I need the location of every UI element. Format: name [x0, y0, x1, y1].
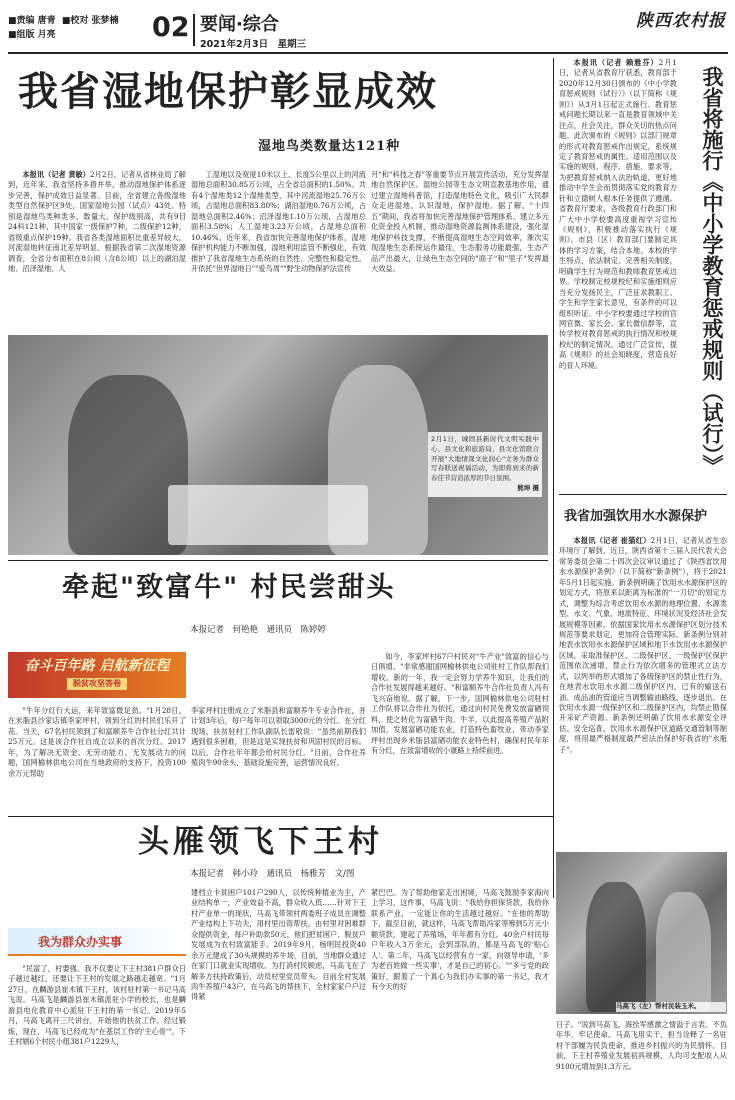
- water-top-rule: [559, 494, 727, 495]
- geese-photo: [556, 852, 727, 1014]
- page-number: 02: [152, 12, 190, 43]
- geese-text-1: "民富了，村要强。我不仅要让下王村381户群众日子越过越红，还要让下王村的发展之路越走越宽。"1月27日，在麟游县崔木镇下王村，该村驻村第一书记马高飞说。马高飞是麟游县崔木镇派驻小学的校长，也是麟游县电化教育中心派驻下王村的第一书记。2019年5月，马高飞离开三尺讲台，开始他的扶贫工作。经过锻炼，现在，马高飞已经成为"在基层工作的'主心骨'"。下王村辖6个村民小组381户1229人，: [8, 964, 186, 1047]
- school-text: 2月1日，记者从省教育厅获悉，教育部于2020年12月30日颁布的《中小学教育惩戒规则（试行）》（以下简称《规则》）从3月1日起正式施行。教育惩戒问题长期以来一直是教育领域中关注点，社会关注，群众关切的热点问题。此次颁布的《规则》以部门规章的形式对教育惩戒作出规定，系统规定了教育惩戒的属性、适用范围以及实施的规则、程序、措施、要求等，为把教育惩戒纳入法治轨道，更好地推动中学生会而贯彻落实党的教育方针和立德树人根本任务提供了遵循。省教育厅要求，各级教育行政部门和广大中小学校要高度重视学习宣传《规则》，积极推动落实执行《规则》。市县（区）教育部门要制定具体的学习方案，结合本地、本校的学生特点，依法制定、完善相关制度，明确学生行为规范和教师教育惩戒边界。学校制定校规校纪和实施细则应当充分发扬民主，广泛征求教职工、学生和学生家长意见，有条件的可以组织听证。中小学校要通过学校的官网官微、家长会、家长微信群等，宣传学校对教育惩戒的执行情况和校规校纪的制定情况，通过广泛宣传，提高《规则》的社会知晓度，营造良好的育人环境。: [559, 58, 677, 370]
- water-text: 2月1日，记者从省生态环境厅了解到，近日，陕西省第十三届人民代表大会常务委员会第二十四次会议审议通过了《陕西省饮用水水源保护条例》（以下简称"新条例"），将于2021年5月1日起实施。新条例明确了饮用水水源保护区的划定方式，将原来以距离为标准的"一刀切"的划定方式，调整为综合考虑饮用水水源的地理位置、水源类型、水文、气象、地质特征、环境状况及经济社会发展规模等因素，依据国家饮用水水源保护区划分技术规范等要求划定，更加符合管理实际。新条例分别对地表水饮用水水源保护区域和地下水饮用水水源保护区域，采取准保护区、二级保护区、一级保护区保护范围依次递增，禁止行为依次增多的管理式立法方式，以列举的形式增加了各级保护区的禁止性行为，在地表水饮用水水源二级保护区内，已有的输送石油、成品油的管道应当调整输油路线，逐步退出。在饮用水水源一级保护区和二级保护区内，均禁止勘探开采矿产资源。新条例还明确了饮用水水源安全评估、安全巡查、饮用水水源保护区道路交通管制等制度，将用最严格制度最严密法治保护好我省的"水瓶子"。: [559, 536, 727, 754]
- calligraphy-credit: 熊坤 摄: [517, 483, 539, 492]
- geese-banner-text: 我为群众办实事: [38, 935, 123, 949]
- water-headline: 我省加强饮用水水源保护: [564, 509, 708, 524]
- cattle-banner: [8, 652, 186, 698]
- right-column-divider: [553, 58, 554, 898]
- cattle-byline: 本报记者 何艳艳 通讯员 陈婷婷: [190, 625, 327, 635]
- water-text-column: [559, 536, 727, 848]
- cattle-column-2: [191, 706, 366, 812]
- cattle-top-rule: [8, 560, 548, 561]
- calligraphy-caption: 2月1日，城固县新时代文明实践中心、县文化和旅游局、县文化馆联合开展"大地情深文化润心"文务为群众写春联送祝福活动，为即将到来的新春佳节营造浓厚的节日氛围。: [431, 435, 539, 482]
- calligraphy-caption-box: [428, 432, 542, 497]
- wetland-subhead: 湿地鸟类数量达121种: [258, 139, 401, 154]
- masthead-divider: [193, 14, 195, 46]
- school-vertical-headline: 我省将施行《中小学教育惩戒规则（试行）》: [700, 66, 724, 476]
- school-byline: 本报讯（记者 赖雅芬）: [573, 58, 659, 67]
- cattle-text-3: 如今，李家坪村67户村民对"牛产业"致富的信心与日俱增。"非常感谢国网榆林供电公司驻村工作队帮我们增收。新的一年，我一定会努力学养牛知识，让我们的合作社发展得越来越好。"和富顺养牛合作社负责人冯有飞兴奋地说。据了解，下一步，国网榆林供电公司驻村工作队将以合作社为依托，通过向村民免费发放富硒饲料，使之转化为富硒牛肉、牛羊，以此提高养殖产品附加值，发展富硒功能农业，打造特色畜牧业，带动李家坪村出现乡米脂县富硒功能农业特色村，确保村民年年有分红，在致富增收的小康路上持续前进。: [371, 652, 549, 755]
- cattle-banner-main: 奋斗百年路 启航新征程: [24, 658, 170, 674]
- editor-credit: ■责编 唐青: [8, 16, 56, 26]
- paper-logo: 陕西农村报: [636, 11, 726, 31]
- wetland-column-1: [8, 170, 186, 332]
- geese-top-rule: [8, 816, 553, 817]
- wetland-text-3: 月"和"科技之春"等重要节点开展宣传活动，充分发挥湿地自然保护区、湿地公园等生态文明宣教基地作用，通过建立湿地科普馆，打造湿地特色文化，吸引广大民群众走进湿地，认识湿地，保护湿地。据了解，"十四五"期间，我省将加快完善湿地保护管理体系，建立多元化资金投入机制，推动湿地资源监测体系建设，强化湿地保护科技支撑，不断提高湿地生态空间效率，渐次实现湿地生态系统运作最佳，生态服务功能最强，生态产品产出最大，让绿色生态空间的"面子"和"里子"发挥最大效益。: [371, 170, 549, 273]
- geese-photo-caption: 马高飞（左）帮村民装玉米。: [616, 1002, 726, 1012]
- cattle-text-2: 李家坪村注册成立了米脂县和富顺养牛专业合作社，并计划3年后，每户每年可以领取3000元的分红。在分红现场，扶贫驻村工作队副队长雷敬说："虽然前期我们遇到很多困难，但是这是实现扶贫和巩固村民的目标。以后，合作社年年都会给村民分红。"目前，合作社养殖肉牛90余头，基础设施完善，运营情况良好。: [191, 706, 366, 768]
- cattle-headline: 牵起"致富牛" 村民尝甜头: [62, 572, 396, 603]
- editor-credits: [8, 14, 148, 43]
- geese-photo-figure-1: [586, 882, 646, 1012]
- cattle-banner-sub: 脱贫攻坚答卷: [67, 678, 127, 690]
- cattle-text-1: "牛年分红行大运，来年致富微足劲。"1月28日，在米脂县沙家店镇李家坪村，领到分红的村民们乐开了花。当天，67名村民领到了和富顺养牛合作社分红共计25万元。这是该合作社自成立以来的首次分红。2017年，为了解决无资金、无劳动能力、无发展动力的问题，国网榆林供电公司在当地政府的支持下，投资100余万元帮助: [8, 706, 186, 778]
- wetland-byline: 本报讯（记者 黄敏）: [22, 170, 91, 179]
- geese-photo-figure-2: [656, 892, 711, 1012]
- geese-text-3: 紧巴巴。为了帮助他家走出困境，马高飞鼓励李家海向上学习，这件事，马高飞说："我给你担保贷款，我给你联系产业，一定能让你的生活越过越好。"在他的帮助下，截至目前，就这样，马高飞帮助冯家等筹到5万元小额贷款，建起了养殖场，年年都有分红。40余户村民每户年收入3万余元，会到部队的，都是马高飞的'贴心人'。第二年，马高飞以经营有方一家，向领导申请，'多为老百姓做一些实事'，才是自己的初心。""多亏党的政策好，跟着了一个真心为我们办实事的第一书记，我才有今天的好: [371, 888, 549, 991]
- cattle-column-3: [371, 652, 549, 812]
- geese-column-2: [191, 888, 366, 1096]
- wetland-column-3: [371, 170, 549, 332]
- geese-column-4: [556, 1020, 727, 1096]
- geese-column-1: [8, 964, 186, 1096]
- geese-text-4: 日子。"说到马高飞，海拴军感激之情溢于言表。不负年华，牢记使命。马高飞用实干、担当诠释了一名驻村干部履为民负使命，推进乡村振兴的为民情怀。目前，下王村养殖业发展初具规模，人均可支配收入从9100元增加到1.3万元。: [556, 1020, 727, 1071]
- geese-headline: 头雁领飞下王村: [138, 824, 383, 860]
- masthead-rule: [8, 52, 728, 54]
- issue-date: 2021年2月3日 星期三: [200, 39, 307, 50]
- section-title: 要闻·综合: [200, 14, 279, 35]
- water-byline: 本报讯（记者 崔猫红）: [573, 536, 651, 545]
- geese-banner: [8, 928, 186, 956]
- layout-credit: ■组版 月亮: [8, 30, 56, 41]
- wetland-headline: 我省湿地保护彰显成效: [18, 69, 438, 115]
- geese-byline: 本报记者 韩小玲 通讯员 杨雅芳 文/图: [190, 869, 355, 879]
- proofreader-credit: ■校对 张梦楠: [61, 16, 119, 26]
- wetland-text-1: 2月2日，记者从省林业局了解到，近年来，我省坚持多措并举，推动湿地保护体系逐步完善，保护成效日益显著。目前，全省建立各级湿地类型自然保护区9处，国家湿地公园（试点）43处。特别是湿地鸟类种类多，数量大，保护级别高，共有9目24科121种，其中国家一级保护7种，二级保护12种，省级重点保护19种。我省各类湿地面积比重差异较大，河流湿地转征南北差异明显。根据我省第二次湿地资源调查，全省分布面积在8公顷（含8公顷）以上的湖泊湿地、沼泽湿地、人: [8, 170, 186, 273]
- geese-column-3: [371, 888, 549, 1096]
- wetland-text-2: 工湿地以及宽度10米以上、长度5公里以上的河流湿地总面积30.85万公顷，占全省总面积的1.50%。共有4个湿地类12个湿地类型，其中河流湿地25.76万公顷，占湿地总面积83.80%；湖泊湿地0.76万公顷，占湿地总面积2.46%；沼泽湿地1.10万公顷，占湿地总面积3.58%；人工湿地3.23万公顷，占湿地总面积10.46%。近年来，我省加快完善湿地保护体系，湿地保护机构能力不断加强，湿地利用监管不断强化，有效推护了我省湿地生态系统的自然性、完整性和稳定性。开依托"世界湿地日""爱鸟周""野生动物保护法宣传: [191, 170, 366, 273]
- geese-text-2: 建档立卡贫困户101户290人，以传统种植业为主，产业结构单一，产业效益不高，群众收入低……针对下王村产业单一的现状，马高飞带领村两委班子成员在调整产业结构上下功夫，用村里出资帮扶，由村里对困难群众提供资金，每户补助款50元，他们把贫困户、脱贫户发展成为农村致富能手。2019年9月，杨明民投资40余万元建成了30头规模的养牛场，目前，当地群众通过在家门口就业实现增收。为打消村民顾虑，马高飞在了解多方扶持政策后，动员村里党员带头。目前全村发展肉牛养殖户43户，在马高飞的帮扶下，全村家家户户过得紧: [191, 888, 366, 1002]
- wetland-column-2: [191, 170, 366, 332]
- school-text-column: [559, 58, 677, 486]
- photo-paper-table: [168, 485, 368, 545]
- cattle-column-1: [8, 706, 186, 812]
